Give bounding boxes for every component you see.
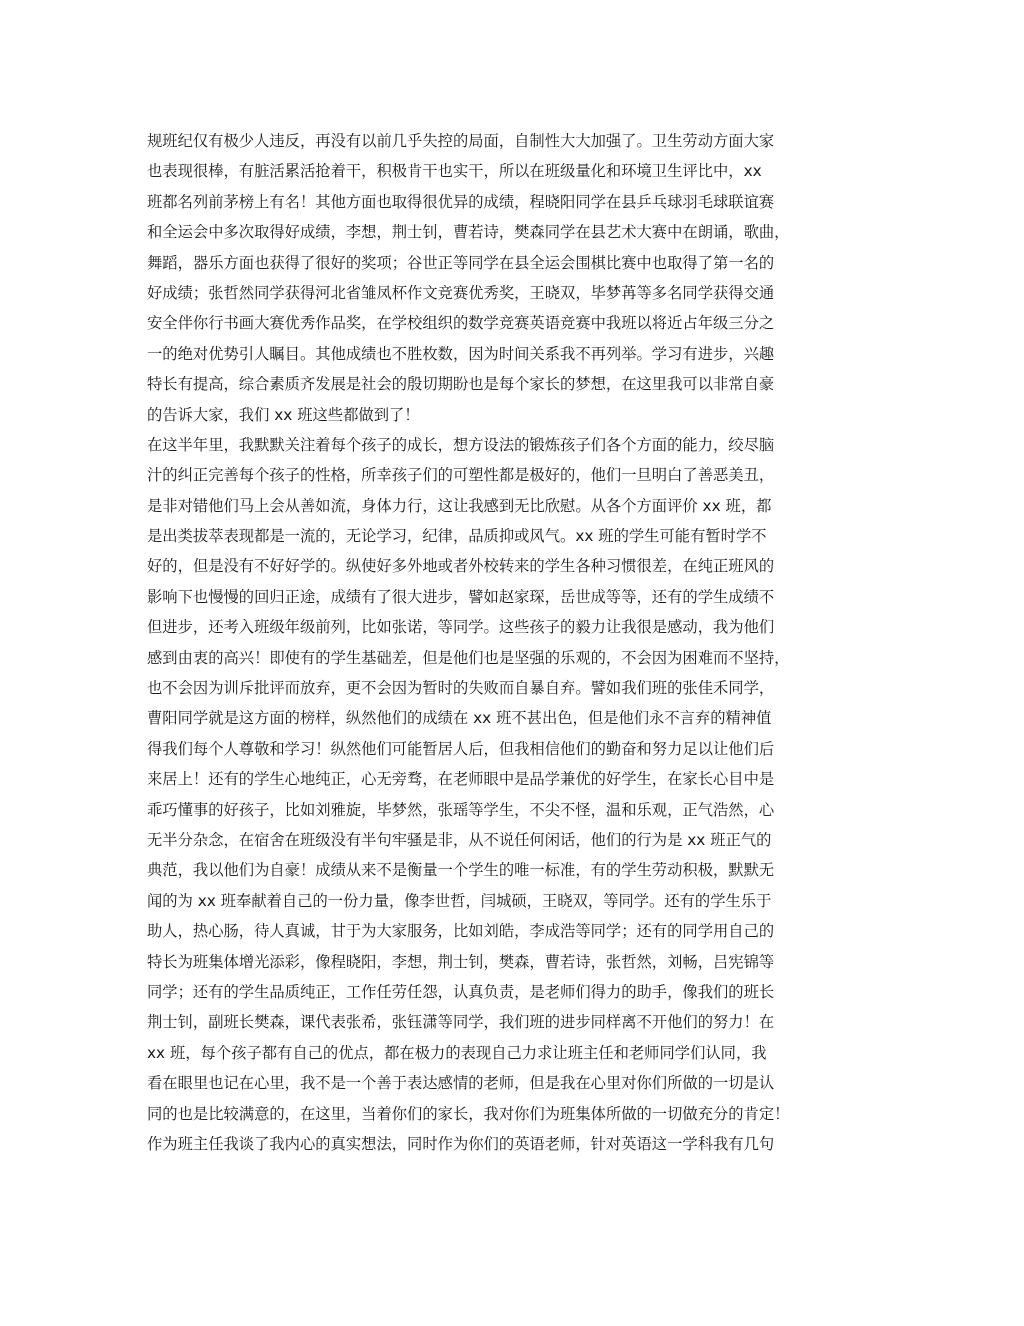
text-line: 安全伴你行书画大赛优秀作品奖，在学校组织的数学竞赛英语竞赛中我班以将近占年级三分之: [147, 314, 775, 333]
text-line: 作为班主任我谈了我内心的真实想法，同时作为你们的英语老师，针对英语这一学科我有几句: [147, 1134, 775, 1153]
text-line: 但进步，还考入班级年级前列，比如张诺，等同学。这些孩子的毅力让我很是感动，我为他们: [147, 618, 775, 637]
text-line: 好的，但是没有不好好学的。纵使好多外地或者外校转来的学生各种习惯很差，在纯正班风的: [147, 557, 775, 576]
text-line: 规班纪仅有极少人违反，再没有以前几乎失控的局面，自制性大大加强了。卫生劳动方面大家: [147, 132, 775, 150]
text-line: 舞蹈，器乐方面也获得了很好的奖项；谷世正等同学在县全运会围棋比赛中也取得了第一名的: [147, 253, 775, 272]
text-line: 荆士钊，副班长樊森，课代表张希，张钰潇等同学，我们班的进步同样离不开他们的努力！在: [147, 1013, 775, 1032]
text-line: 典范，我以他们为自豪！成绩从来不是衡量一个学生的唯一标准，有的学生劳动积极，默默无: [147, 861, 775, 880]
text-line: 汁的纠正完善每个孩子的性格，所幸孩子们的可塑性都是极好的，他们一旦明白了善恶美丑，: [147, 466, 775, 485]
text-line: 特长为班集体增光添彩，像程晓阳，李想，荆士钊，樊森，曹若诗，张哲然，刘畅，吕宪锦等: [147, 952, 775, 971]
text-line: 是非对错他们马上会从善如流，身体力行，这让我感到无比欣慰。从各个方面评价 xx 班，都: [147, 496, 772, 515]
text-line: 同学；还有的学生品质纯正，工作任劳任怨，认真负责，是老师们得力的助手，像我们的班长: [147, 982, 775, 1001]
text-line: 无半分杂念，在宿舍在班级没有半句牢骚是非，从不说任何闲话，他们的行为是 xx 班正气的: [147, 830, 772, 849]
text-line: 也不会因为训斥批评而放弃，更不会因为暂时的失败而自暴自弃。譬如我们班的张佳禾同学，: [147, 679, 775, 698]
text-line: 曹阳同学就是这方面的榜样，纵然他们的成绩在 xx 班不甚出色，但是他们永不言弃的精神值: [147, 709, 772, 728]
body-text: [147, 126, 807, 1159]
text-line: 感到由衷的高兴！即使有的学生基础差，但是他们也是坚强的乐观的，不会因为困难而不坚持，: [147, 648, 790, 667]
text-line: 看在眼里也记在心里，我不是一个善于表达感情的老师，但是我在心里对你们所做的一切是认: [147, 1074, 775, 1093]
text-line: 乖巧懂事的好孩子，比如刘雅旋，毕梦然，张瑶等学生，不尖不怪，温和乐观，正气浩然，心: [147, 800, 775, 819]
text-line: 来居上！还有的学生心地纯正，心无旁骛，在老师眼中是品学兼优的好学生，在家长心目中是: [147, 770, 775, 789]
text-line: 助人，热心肠，待人真诚，甘于为大家服务，比如刘皓，李成浩等同学；还有的同学用自己的: [147, 922, 775, 941]
text-line: 是出类拔萃表现都是一流的，无论学习，纪律，品质抑或风气。xx 班的学生可能有暂时学不: [147, 527, 767, 546]
text-line: 和全运会中多次取得好成绩，李想，荆士钊，曹若诗，樊森同学在县艺术大赛中在朗诵，歌曲，: [147, 223, 790, 242]
text-line: xx 班，每个孩子都有自己的优点，都在极力的表现自己力求让班主任和老师同学们认同，我: [147, 1043, 767, 1062]
text-line: 得我们每个人尊敬和学习！纵然他们可能暂居人后，但我相信他们的勤奋和努力足以让他们后: [147, 739, 775, 758]
text-line: 影响下也慢慢的回归正途，成绩有了很大进步，譬如赵家琛，岳世成等等，还有的学生成绩不: [147, 587, 775, 606]
text-line: 同的也是比较满意的，在这里，当着你们的家长，我对你们为班集体所做的一切做充分的肯定！: [147, 1104, 790, 1123]
text-line: 一的绝对优势引人瞩目。其他成绩也不胜枚数，因为时间关系我不再列举。学习有进步，兴趣: [147, 344, 775, 363]
text-line: 好成绩；张哲然同学获得河北省雏凤杯作文竞赛优秀奖，王晓双，毕梦苒等多名同学获得交通: [147, 283, 775, 302]
text-line: 的告诉大家，我们 xx 班这些都做到了！: [147, 405, 420, 424]
text-line: 在这半年里，我默默关注着每个孩子的成长，想方设法的锻炼孩子们各个方面的能力，绞尽脑: [147, 435, 775, 454]
text-line: 闻的为 xx 班奉献着自己的一份力量，像李世哲，闫城硕，王晓双，等同学。还有的学生乐于: [147, 891, 772, 910]
text-line: 也表现很棒，有脏活累活抢着干，积极肯干也实干，所以在班级量化和环境卫生评比中，xx: [147, 162, 762, 181]
text-line: 班都名列前茅榜上有名！其他方面也取得很优异的成绩，程晓阳同学在县乒乓球羽毛球联谊赛: [147, 192, 775, 211]
text-line: 特长有提高，综合素质齐发展是社会的殷切期盼也是每个家长的梦想，在这里我可以非常自豪: [147, 375, 775, 394]
